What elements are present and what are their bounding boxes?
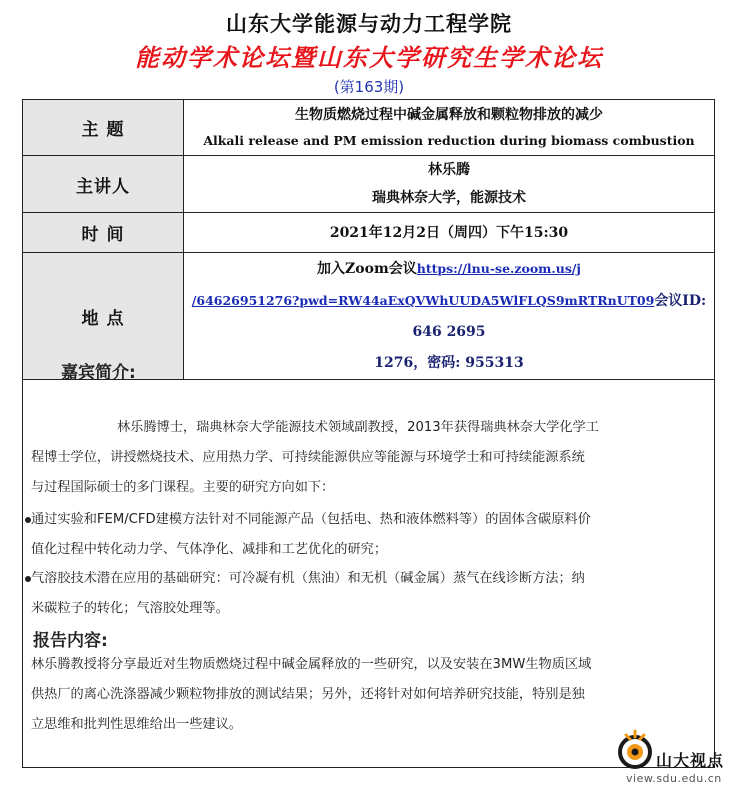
report-heading: 报告内容: (33, 631, 108, 651)
sdu-view-logo-icon (612, 728, 658, 770)
seminar-info-table (22, 99, 715, 380)
bio-paragraph (31, 413, 711, 503)
bio-panel (22, 350, 715, 768)
speaker-row (23, 156, 715, 213)
zoom-link-part2[interactable]: /64626951276?pwd=RW44aExQVWhUUDA5WlFLQS9mRTRnUT09 (191, 293, 655, 308)
time-row (23, 213, 715, 253)
topic-value (184, 100, 715, 156)
report-line-1: 林乐腾教授将分享最近对生物质燃烧过程中碱金属释放的一些研究，以及安装在3MW生物质区域 (31, 657, 592, 672)
place-line-1 (184, 253, 714, 285)
bio-line-3: 与过程国际硕士的多门课程。主要的研究方向如下： (31, 480, 335, 495)
time-value: 2021年12月2日（周四）下午15:30 (184, 213, 715, 253)
bullet-dot-2 (25, 576, 31, 582)
bio-line-2: 程博士学位，讲授燃烧技术、应用热力学、可持续能源供应等能源与环境学士和可持续能源系统 (31, 450, 585, 465)
report-line-2: 供热厂的离心洗涤器减少颗粒物排放的测试结果；另外，还将针对如何培养研究技能，特别是独 (31, 687, 585, 702)
zoom-prefix: 加入Zoom会议 (317, 261, 417, 277)
meeting-password: 1276，密码: 955313 (374, 355, 524, 371)
research-1-line-b: 值化过程中转化动力学、气体净化、减排和工艺优化的研究； (31, 542, 388, 557)
watermark-url: view.sdu.edu.cn (626, 772, 722, 785)
research-item-2 (31, 564, 711, 624)
research-2-line-b: 米碳粒子的转化；气溶胶处理等。 (31, 601, 229, 616)
speaker-name: 林乐腾 (428, 162, 470, 178)
zoom-link-part1[interactable]: https://lnu-se.zoom.us/j (416, 261, 581, 276)
meeting-id: 会议ID: 646 2695 (412, 293, 707, 340)
research-2-line-a: 气溶胶技术潜在应用的基础研究：可冷凝有机（焦油）和无机（碱金属）蒸气在线诊断方法；纳 (31, 571, 585, 586)
bio-heading: 嘉宾简介: (61, 363, 136, 383)
research-item-1 (31, 505, 711, 565)
report-paragraph (31, 650, 711, 740)
topic-label: 主 题 (23, 100, 184, 156)
speaker-label: 主讲人 (23, 156, 184, 213)
topic-cn: 生物质燃烧过程中碱金属释放和颗粒物排放的减少 (295, 106, 603, 123)
watermark-name: 山大视点 (656, 751, 725, 770)
topic-en: Alkali release and PM emission reduction during biomass combustion (203, 132, 695, 148)
report-line-3: 立思维和批判性思维给出一些建议。 (31, 717, 242, 732)
research-1-line-a: 通过实验和FEM/CFD建模方法针对不同能源产品（包括电、热和液体燃料等）的固体含碳原料价 (31, 512, 591, 527)
issue-number: (第163期) (333, 78, 405, 96)
time-label: 时 间 (23, 213, 184, 253)
place-line-2 (184, 285, 714, 348)
speaker-value (184, 156, 715, 213)
bullet-dot-1 (25, 517, 31, 523)
sdu-view-watermark (612, 728, 738, 790)
forum-title: 能动学术论坛暨山东大学研究生学术论坛 (135, 43, 603, 72)
speaker-affiliation: 瑞典林奈大学，能源技术 (372, 190, 526, 206)
bio-line-1: 林乐腾博士，瑞典林奈大学能源技术领域副教授，2013年获得瑞典林奈大学化学工 (117, 420, 599, 435)
topic-row (23, 100, 715, 156)
institute-title: 山东大学能源与动力工程学院 (226, 11, 512, 36)
place-label: 地 点 (23, 253, 184, 380)
